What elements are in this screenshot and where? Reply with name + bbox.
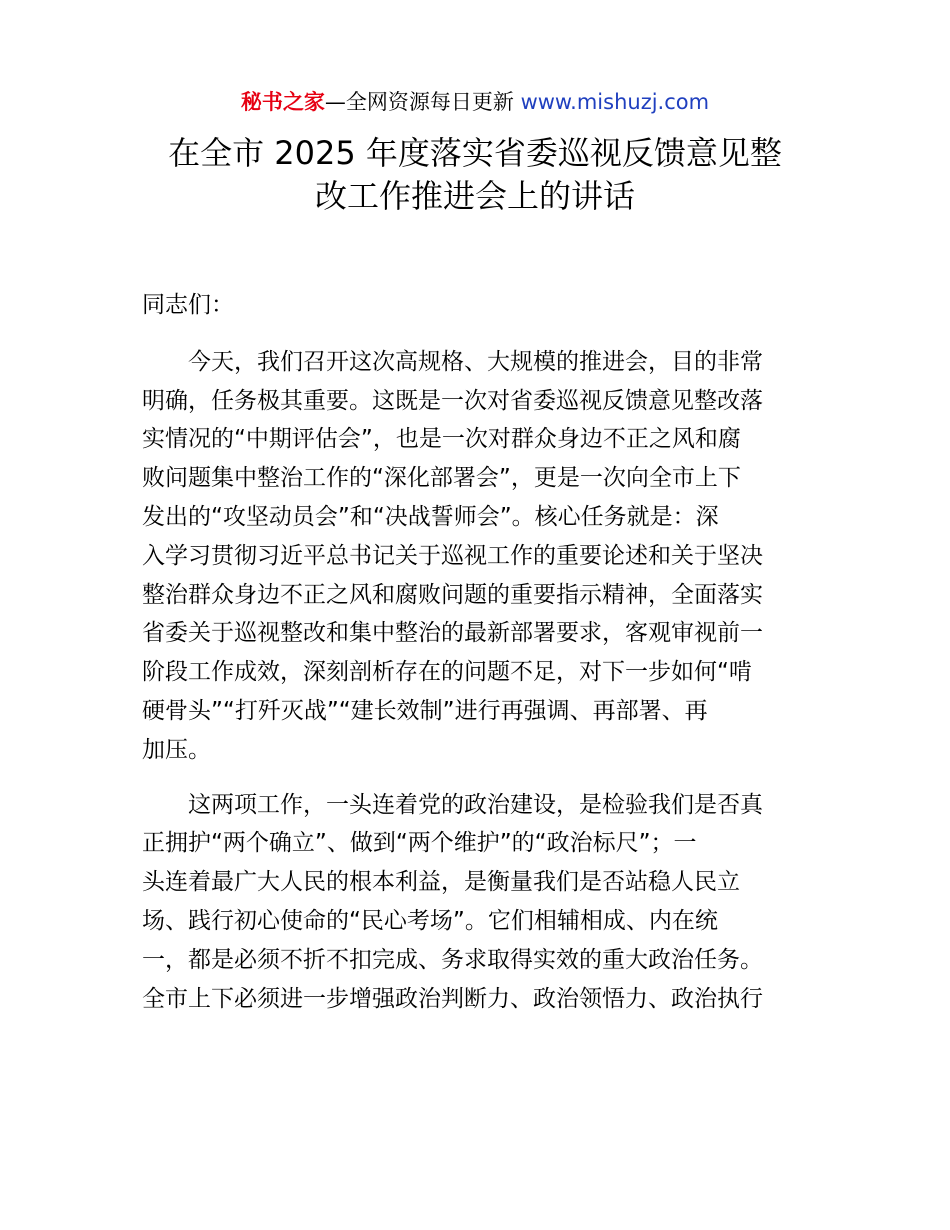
text-line: 省委关于巡视整改和集中整治的最新部署要求，客观审视前一: [142, 620, 763, 647]
document-body: [142, 286, 812, 1034]
text-line: 阶段工作成效，深刻剖析存在的问题不足，对下一步如何“啃: [142, 659, 752, 686]
text-line: 一，都是必须不折不扣完成、务求取得实效的重大政治任务。: [142, 946, 763, 973]
text-line: 实情况的“中期评估会”，也是一次对群众身边不正之风和腐: [142, 426, 741, 453]
paragraph-1: [142, 343, 812, 770]
document-title: [0, 132, 950, 218]
text-line: 全市上下必须进一步增强政治判断力、政治领悟力、政治执行: [142, 985, 763, 1012]
text-line: 入学习贯彻习近平总书记关于巡视工作的重要论述和关于坚决: [142, 542, 763, 569]
header-tagline: —全网资源每日更新: [324, 90, 514, 114]
text-line: 硬骨头”“打歼灭战”“建长效制”进行再强调、再部署、再: [142, 697, 708, 724]
text-line: 正拥护“两个确立”、做到“两个维护”的“政治标尺”；一: [142, 830, 697, 857]
text-line: 加压。: [142, 736, 211, 763]
paragraph-2: [142, 786, 812, 1019]
text-line: 场、践行初心使命的“民心考场”。它们相辅相成、内在统: [142, 907, 718, 934]
title-line: 改工作推进会上的讲话: [314, 177, 635, 215]
text-line: 这两项工作，一头连着党的政治建设，是检验我们是否真: [188, 791, 763, 818]
text-line: 今天，我们召开这次高规格、大规模的推进会，目的非常: [188, 348, 763, 375]
site-url-link[interactable]: www.mishuzj.com: [520, 90, 710, 114]
title-line: 在全市 2025 年度落实省委巡视反馈意见整: [168, 134, 782, 172]
text-line: 头连着最广大人民的根本利益，是衡量我们是否站稳人民立: [142, 869, 740, 896]
text-line: 发出的“攻坚动员会”和“决战誓师会”。核心任务就是：深: [142, 503, 719, 530]
salutation: 同志们：: [142, 292, 234, 318]
brand-name: 秘书之家: [240, 90, 325, 114]
text-line: 明确，任务极其重要。这既是一次对省委巡视反馈意见整改落: [142, 387, 763, 414]
text-line: 败问题集中整治工作的“深化部署会”，更是一次向全市上下: [142, 465, 741, 492]
text-line: 整治群众身边不正之风和腐败问题的重要指示精神，全面落实: [142, 581, 763, 608]
site-header: [0, 88, 950, 116]
